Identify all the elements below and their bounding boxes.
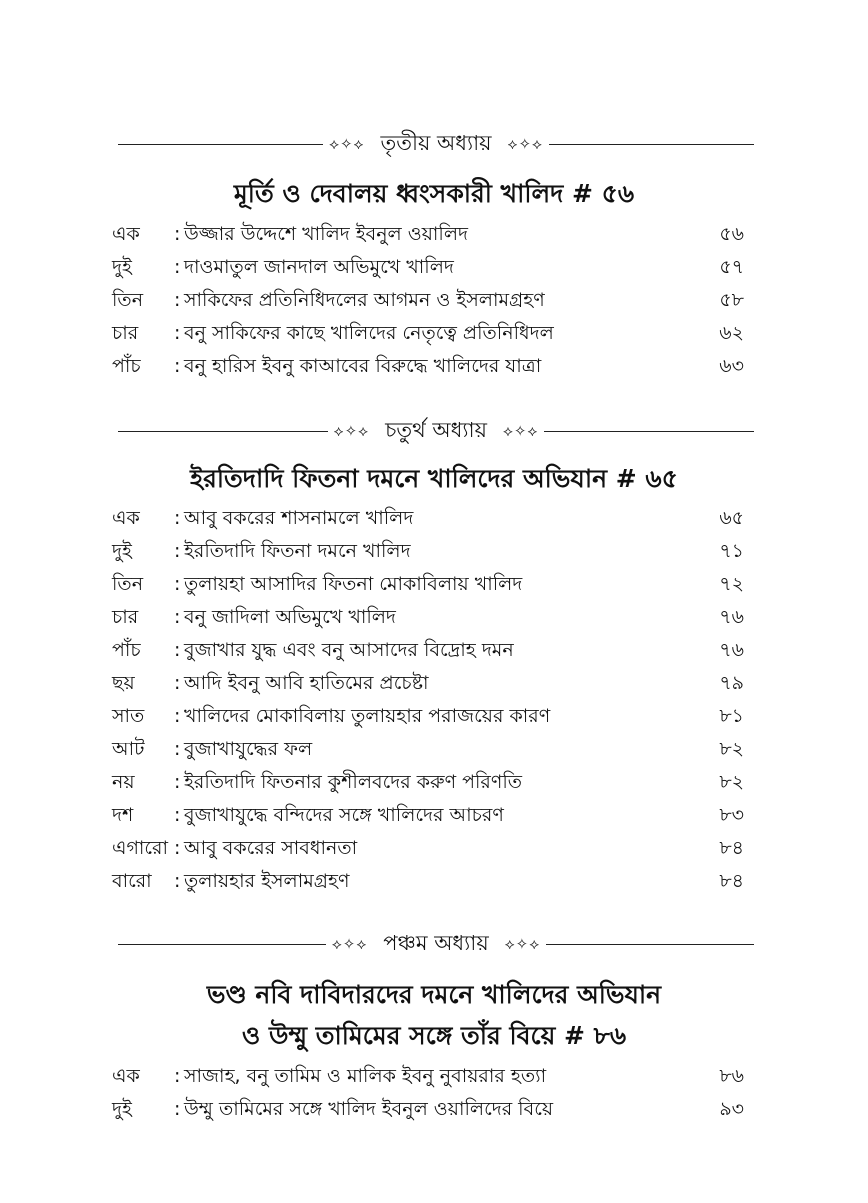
entry-page: ৭৯ [719, 672, 744, 694]
entry-number: সাত [112, 705, 145, 727]
entry-title: আদি ইবনু আবি হাতিমের প্রচেষ্টা [184, 672, 429, 694]
toc-entry[interactable]: দুই : দাওমাতুল জানদাল অভিমুখে খালিদ ৫৭ [112, 251, 744, 284]
toc-entry[interactable]: দুই : উম্মু তামিমের সঙ্গে খালিদ ইবনুল ওয়ালিদের বিয়ে ৯৩ [112, 1093, 744, 1126]
toc-entry[interactable]: এগারো : আবু বকরের সাবধানতা ৮৪ [112, 832, 744, 865]
entry-number: দুই [112, 540, 132, 562]
entry-title: ইরতিদাদি ফিতনার কুশীলবদের করুণ পরিণতি [184, 771, 523, 793]
entry-number: দশ [112, 804, 134, 826]
divider-line-left [118, 944, 326, 945]
entry-title: ইরতিদাদি ফিতনা দমনে খালিদ [184, 540, 411, 562]
toc-entry[interactable]: দুই : ইরতিদাদি ফিতনা দমনে খালিদ ৭১ [112, 535, 744, 568]
entry-number: তিন [112, 289, 144, 311]
divider-line-left [118, 431, 328, 432]
toc-entry[interactable]: সাত : খালিদের মোকাবিলায় তুলায়হার পরাজয়ের কারণ ৮১ [112, 700, 744, 733]
entry-number: পাঁচ [112, 639, 141, 661]
chapter-heading: পঞ্চম অধ্যায় [383, 930, 489, 955]
entry-number: দুই [112, 256, 132, 278]
entry-number: নয় [112, 771, 135, 793]
entry-number: দুই [112, 1098, 132, 1120]
entry-number: বারো [112, 870, 152, 892]
entry-number: তিন [112, 573, 144, 595]
entry-number: এক [112, 507, 140, 529]
entry-title: বনু সাকিফের কাছে খালিদের নেতৃত্বে প্রতিনিধিদল [184, 322, 554, 344]
entry-number: ছয় [112, 672, 135, 694]
toc-entry[interactable]: বারো : তুলায়হার ইসলামগ্রহণ ৮৪ [112, 865, 744, 898]
entry-page: ৬২ [719, 322, 744, 344]
entry-title: বনু জাদিলা অভিমুখে খালিদ [184, 606, 396, 628]
entry-title: আবু বকরের সাবধানতা [184, 837, 358, 859]
ornament-right-icon: ⟡✧⟡ [502, 422, 539, 440]
ornament-right-icon: ⟡✧⟡ [507, 135, 543, 153]
divider-line-right [544, 431, 754, 432]
toc-entry[interactable]: চার : বনু সাকিফের কাছে খালিদের নেতৃত্বে প্রতিনিধিদল ৬২ [112, 317, 744, 350]
entry-page: ৭৬ [719, 606, 744, 628]
entry-page: ৭১ [719, 540, 744, 562]
entry-page: ৮৩ [719, 804, 744, 826]
toc-entry[interactable]: আট : বুজাখাযুদ্ধের ফল ৮২ [112, 733, 744, 766]
chapter-title-line-2: ও উম্মু তামিমের সঙ্গে তাঁর বিয়ে # ৮৬ [241, 1021, 627, 1050]
entry-number: এক [112, 1065, 140, 1087]
toc-entry[interactable]: এক : সাজাহ, বনু তামিম ও মালিক ইবনু নুবায়রার হত্যা ৮৬ [112, 1060, 744, 1093]
entry-page: ৮৪ [719, 870, 744, 892]
toc-entry[interactable]: ছয় : আদি ইবনু আবি হাতিমের প্রচেষ্টা ৭৯ [112, 667, 744, 700]
chapter-entries-4 [112, 502, 744, 898]
toc-entry[interactable]: তিন : সাকিফের প্রতিনিধিদলের আগমন ও ইসলামগ্রহণ ৫৮ [112, 284, 744, 317]
entry-title: খালিদের মোকাবিলায় তুলায়হার পরাজয়ের কারণ [184, 705, 551, 727]
entry-page: ৬৩ [719, 355, 744, 377]
toc-entry[interactable]: পাঁচ : বনু হারিস ইবনু কাআবের বিরুদ্ধে খালিদের যাত্রা ৬৩ [112, 350, 744, 383]
divider-line-right [546, 944, 754, 945]
toc-entry[interactable]: পাঁচ : বুজাখার যুদ্ধ এবং বনু আসাদের বিদ্রোহ দমন ৭৬ [112, 634, 744, 667]
toc-entry[interactable]: এক : উজ্জার উদ্দেশে খালিদ ইবনুল ওয়ালিদ ৫৬ [112, 218, 744, 251]
entry-page: ৮২ [719, 738, 744, 760]
entry-title: তুলায়হা আসাদির ফিতনা মোকাবিলায় খালিদ [184, 573, 523, 595]
toc-entry[interactable]: দশ : বুজাখাযুদ্ধে বন্দিদের সঙ্গে খালিদের আচরণ ৮৩ [112, 799, 744, 832]
toc-entry[interactable]: তিন : তুলায়হা আসাদির ফিতনা মোকাবিলায় খালিদ ৭২ [112, 568, 744, 601]
entry-number: চার [112, 322, 139, 344]
entry-page: ৫৮ [719, 289, 744, 311]
entry-title: আবু বকরের শাসনামলে খালিদ [184, 507, 414, 529]
entry-title: বুজাখাযুদ্ধে বন্দিদের সঙ্গে খালিদের আচরণ [184, 804, 504, 826]
toc-entry[interactable]: এক : আবু বকরের শাসনামলে খালিদ ৬৫ [112, 502, 744, 535]
entry-title: তুলায়হার ইসলামগ্রহণ [184, 870, 350, 892]
ornament-right-icon: ⟡✧⟡ [504, 935, 541, 953]
ornament-left-icon: ⟡✧⟡ [331, 935, 368, 953]
ornament-left-icon: ⟡✧⟡ [333, 422, 370, 440]
entry-title: সাজাহ, বনু তামিম ও মালিক ইবনু নুবায়রার হত্যা [184, 1065, 547, 1087]
entry-page: ৬৫ [719, 507, 744, 529]
entry-title: বুজাখাযুদ্ধের ফল [184, 738, 313, 760]
entry-page: ৮১ [719, 705, 744, 727]
divider-line-left [118, 144, 323, 145]
entry-title: দাওমাতুল জানদাল অভিমুখে খালিদ [184, 256, 454, 278]
entry-title: সাকিফের প্রতিনিধিদলের আগমন ও ইসলামগ্রহণ [184, 289, 545, 311]
toc-entry[interactable]: চার : বনু জাদিলা অভিমুখে খালিদ ৭৬ [112, 601, 744, 634]
chapter-title: মূর্তি ও দেবালয় ধ্বংসকারী খালিদ # ৫৬ [233, 179, 635, 208]
entry-number: এক [112, 223, 140, 245]
chapter-divider-5 [118, 928, 754, 960]
chapter-divider-4 [118, 415, 754, 447]
entry-title: উজ্জার উদ্দেশে খালিদ ইবনুল ওয়ালিদ [184, 223, 469, 245]
entry-number: পাঁচ [112, 355, 141, 377]
chapter-divider-3 [118, 128, 754, 160]
chapter-heading: চতুর্থ অধ্যায় [385, 417, 487, 442]
entry-page: ৮৪ [719, 837, 744, 859]
entry-page: ৮৬ [719, 1065, 744, 1087]
entry-page: ৫৬ [719, 223, 744, 245]
toc-entry[interactable]: নয় : ইরতিদাদি ফিতনার কুশীলবদের করুণ পরিণতি ৮২ [112, 766, 744, 799]
entry-number: আট [112, 738, 145, 760]
entry-number: এগারো [112, 837, 169, 859]
entry-title: বনু হারিস ইবনু কাআবের বিরুদ্ধে খালিদের যাত্রা [184, 355, 542, 377]
entry-page: ৮২ [719, 771, 744, 793]
entry-page: ৭২ [719, 573, 744, 595]
entry-page: ৯৩ [719, 1098, 744, 1120]
chapter-title: ইরতিদাদি ফিতনা দমনে খালিদের অভিযান # ৬৫ [190, 464, 678, 493]
divider-line-right [549, 144, 754, 145]
entry-page: ৭৬ [719, 639, 744, 661]
entry-title: উম্মু তামিমের সঙ্গে খালিদ ইবনুল ওয়ালিদের বিয়ে [184, 1098, 554, 1120]
entry-page: ৫৭ [719, 256, 744, 278]
chapter-entries-3 [112, 218, 744, 383]
entry-number: চার [112, 606, 139, 628]
chapter-entries-5 [112, 1060, 744, 1126]
chapter-heading: তৃতীয় অধ্যায় [380, 130, 492, 155]
ornament-left-icon: ⟡✧⟡ [329, 135, 365, 153]
chapter-title-line-1: ভণ্ড নবি দাবিদারদের দমনে খালিদের অভিযান [206, 980, 662, 1009]
entry-title: বুজাখার যুদ্ধ এবং বনু আসাদের বিদ্রোহ দমন [184, 639, 514, 661]
